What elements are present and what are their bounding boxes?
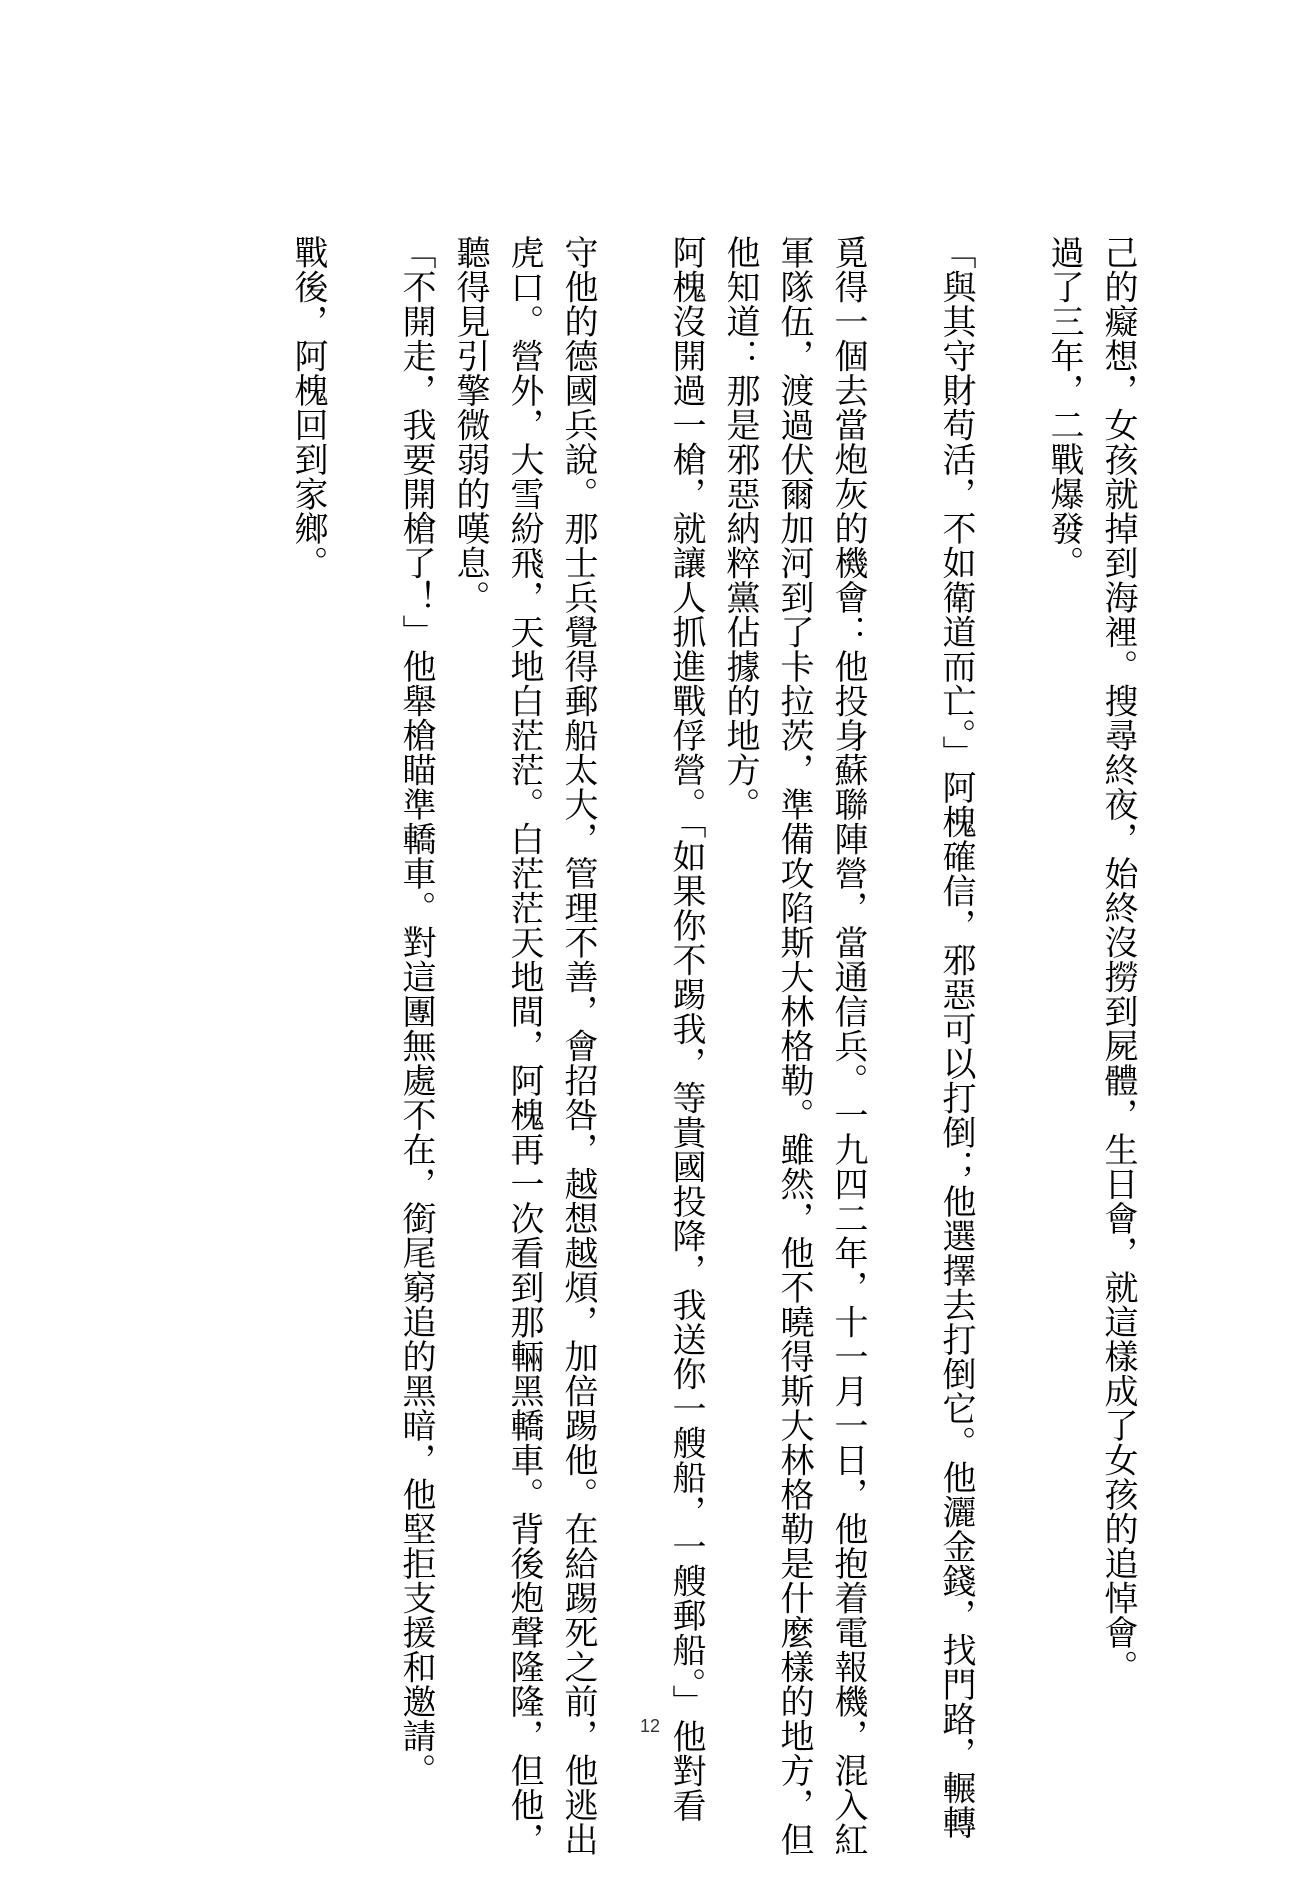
text-line: 「不開走，我要開槍了！」他舉槍瞄準轎車。對這團無處不在，銜尾窮追的黑暗，他堅拒支援和邀請。 xyxy=(396,235,436,1788)
text-line: 「與其守財苟活，不如衛道而亡。」阿槐確信，邪惡可以打倒；他選擇去打倒它。他灑金錢，找門路，輾轉 xyxy=(936,235,976,1840)
text-line: 戰後，阿槐回到家鄉。 xyxy=(288,235,328,580)
text-line: 軍隊伍，渡過伏爾加河到了卡拉茨，準備攻陷斯大林格勒。雖然，他不曉得斯大林格勒是什麼樣的地方，但 xyxy=(774,235,814,1857)
text-line: 虎口。營外，大雪紛飛，天地白茫茫。白茫茫天地間，阿槐再一次看到那輛黑轎車。背後炮聲隆隆，但他， xyxy=(504,235,544,1857)
text-line: 覓得一個去當炮灰的機會：他投身蘇聯陣營，當通信兵。一九四二年，十一月一日，他抱着電報機，混入紅 xyxy=(828,235,868,1857)
text-line: 他知道：那是邪惡納粹黨佔據的地方。 xyxy=(720,235,760,822)
page-number: 12 xyxy=(639,1716,661,1736)
text-line: 聽得見引擎微弱的嘆息。 xyxy=(450,235,490,615)
text-line: 過了三年，二戰爆發。 xyxy=(1044,235,1084,580)
text-line: 阿槐沒開過一槍，就讓人抓進戰俘營。「如果你不踢我，等貴國投降，我送你一艘船，一艘郵船。」他對看 xyxy=(666,235,706,1823)
text-line: 己的癡想，女孩就掉到海裡。搜尋終夜，始終沒撈到屍體，生日會，就這樣成了女孩的追悼會。 xyxy=(1098,235,1138,1684)
text-line: 守他的德國兵說。那士兵覺得郵船太大，管理不善，會招咎，越想越煩，加倍踢他。在給踢死之前，他逃出 xyxy=(558,235,598,1857)
